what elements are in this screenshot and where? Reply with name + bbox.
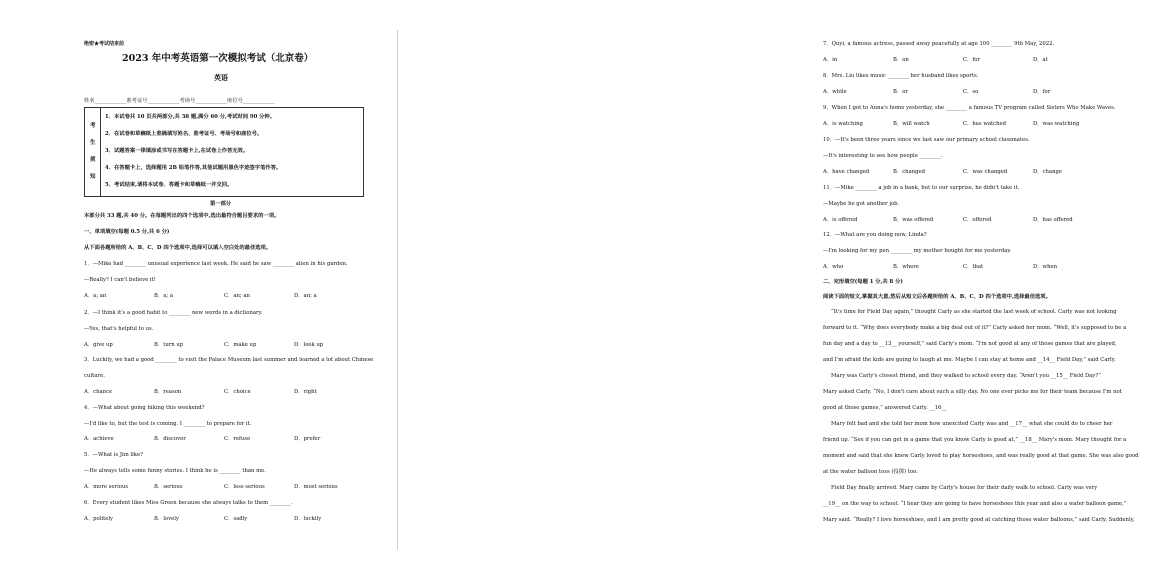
option-d[interactable]: D．right (294, 389, 317, 395)
option-c[interactable]: C．that (963, 264, 984, 270)
option-a[interactable]: A．is offered (823, 217, 858, 223)
option-b[interactable]: B．serious (154, 484, 183, 490)
option-a[interactable]: A．more serious (84, 484, 129, 490)
option-c[interactable]: C．was changed (963, 169, 1008, 175)
question-3: 3．Luckily, we had a good ________ to visit the Palace Museum last summer and learned a lot about Chinese (84, 357, 374, 363)
option-a[interactable]: A．give up (84, 342, 113, 348)
option-a[interactable]: A．politely (84, 516, 114, 522)
option-a[interactable]: A．a; an (84, 293, 107, 299)
option-d[interactable]: D．has offered (1033, 217, 1073, 223)
notice-head-char: 知 (90, 174, 96, 180)
candidate-notice-box (84, 107, 364, 197)
question-4-line-2: —I'd like to, but the test is coming. I ________ to prepare for it. (84, 421, 252, 427)
option-d[interactable]: D．change (1033, 169, 1063, 175)
question-5-line-2: —He always tells some funny stories. I think he is ________ than me. (84, 468, 266, 474)
option-d[interactable]: D．at (1033, 57, 1048, 63)
passage-line: Mary asked Carly. “No, I don't care about such a silly day. No one ever picks me for their team because I'm not (823, 389, 1122, 395)
option-c[interactable]: C．so (963, 89, 979, 95)
question-6: 6．Every student likes Miss Green because she always talks to them ________. (84, 500, 293, 506)
question-8: 8．Mrs. Liu likes music ________ her husband likes sports. (823, 73, 979, 79)
section-two-heading: 二、完形填空(每题 1 分,共 8 分) (823, 279, 903, 285)
option-d[interactable]: D．for (1033, 89, 1051, 95)
notice-item: 3．试题答案一律填涂或书写在答题卡上,在试卷上作答无效。 (105, 148, 249, 154)
section-two-instructions: 阅读下面的短文,掌握其大意,然后从短文后各题所给的 A、B、C、D 四个选项中,选择最佳选项。 (823, 294, 1051, 300)
section-one-heading: 一、单项填空(每题 0.5 分,共 6 分) (84, 229, 170, 235)
option-c[interactable]: C．offered (963, 217, 992, 223)
option-d[interactable]: D．most serious (294, 484, 338, 490)
option-d[interactable]: D．was watching (1033, 121, 1080, 127)
passage-line: at the water balloon toss (投掷) too. (823, 469, 918, 475)
option-d[interactable]: D．luckily (294, 516, 322, 522)
option-a[interactable]: A．have changed (823, 169, 870, 175)
option-c[interactable]: C．refuse (224, 436, 251, 442)
question-2-line-2: —Yes, that's helpful to us. (84, 326, 154, 332)
option-b[interactable]: B．turn up (154, 342, 184, 348)
passage-line: Mary felt bad and she told her mom how unexcited Carly was and __17__ what she could do to cheer her (831, 421, 1113, 427)
question-12: 12．—What are you doing now, Linda? (823, 232, 927, 238)
option-a[interactable]: A．while (823, 89, 847, 95)
passage-line: and I'm afraid the kids are going to laugh at me. Maybe I can stay at home and __14__ Field Day,” said Carly. (823, 357, 1116, 363)
notice-item: 5．考试结束,请将本试卷、答题卡和草稿纸一并交回。 (105, 182, 233, 188)
question-10: 10．—It's been three years since we last saw our primary school classmates. (823, 137, 1030, 143)
option-b[interactable]: B．where (893, 264, 919, 270)
left-page (0, 0, 397, 562)
option-b[interactable]: B．changed (893, 169, 926, 175)
question-11: 11．—Mike ________ a job in a bank, but to our surprise, he didn't take it. (823, 185, 1020, 191)
notice-item: 1．本试卷共 10 页共两部分,共 38 题,满分 60 分,考试时间 90 分钟。 (105, 114, 275, 120)
option-b[interactable]: B．reason (154, 389, 182, 395)
passage-line: forward to it. “Why does everybody make a big deal out of it?” Carly asked her mom. “Well, it's supposed to be a (823, 325, 1127, 331)
option-d[interactable]: D．when (1033, 264, 1058, 270)
question-9: 9．When I got to Anna's home yesterday, she ________ a famous TV program called Sisters Who Make Waves. (823, 105, 1116, 111)
notice-header (85, 108, 101, 196)
notice-item: 4．在答题卡上，选择题用 2B 铅笔作答,其他试题用黑色字迹签字笔作答。 (105, 165, 282, 171)
subject-title: 英语 (214, 73, 228, 82)
notice-head-char: 考 (90, 123, 96, 129)
question-12-line-2: —I'm looking for my pen ________ my mother bought for me yesterday. (823, 248, 1012, 254)
question-10-line-2: —It's interesting to see how people ________. (823, 153, 943, 159)
passage-line: Mary was Carly's closest friend, and they walked to school every day. “Aren't you __15__ Field Day?” (831, 373, 1101, 379)
question-11-line-2: —Maybe he got another job. (823, 201, 900, 207)
passage-line: __19__ on the way to school. “I hear they are going to have horseshoes this year and also a water balloon game,” (823, 501, 1127, 507)
notice-head-char: 生 (90, 140, 96, 146)
option-c[interactable]: C．has watched (963, 121, 1007, 127)
question-2: 2．—I think it's a good habit to ________ new words in a dictionary. (84, 310, 263, 316)
passage-line: friend up. “See if you can get in a game that you know Carly is good at,” __18__ Mary's mom. Mary thought for a (823, 437, 1127, 443)
passage-line: Field Day finally arrived. Mary came by Carly's house for their daily walk to school. Carly was very (831, 485, 1098, 491)
option-b[interactable]: B．was offered (893, 217, 934, 223)
option-b[interactable]: B．lovely (154, 516, 179, 522)
question-1-line-2: —Really? I can't believe it! (84, 277, 156, 283)
question-1: 1．—Mike had ________ unusual experience last week. He said he saw ________ alien in his garden. (84, 261, 348, 267)
option-b[interactable]: B．on (893, 57, 909, 63)
notice-item: 2．在试卷和草稿纸上准确填写姓名、准考证号、考场号和座位号。 (105, 131, 263, 137)
question-3-line-2: culture. (84, 373, 105, 379)
question-7: 7．Quyi, a famous actress, passed away peacefully at age 100 ________ 9th May, 2022. (823, 41, 1055, 47)
option-d[interactable]: D．prefer (294, 436, 321, 442)
option-c[interactable]: C．make up (224, 342, 257, 348)
option-b[interactable]: B．will watch (893, 121, 930, 127)
option-c[interactable]: C．an; an (224, 293, 250, 299)
option-a[interactable]: A．chance (84, 389, 113, 395)
option-a[interactable]: A．in (823, 57, 838, 63)
option-d[interactable]: D．an; a (294, 293, 317, 299)
option-c[interactable]: C．choice (224, 389, 251, 395)
passage-line: Mary said. “Really? I love horseshoes, and I am pretty good at catching those water balloons,” said Carly. Suddenly, (823, 517, 1135, 523)
question-4: 4．—What about going hiking this weekend? (84, 405, 205, 411)
part-one-heading: 第一部分 (210, 201, 232, 207)
option-c[interactable]: C．less serious (224, 484, 265, 490)
exam-title: 2023 年中考英语第一次模拟考试（北京卷） (122, 53, 314, 64)
option-a[interactable]: A．achieve (84, 436, 114, 442)
question-5: 5．—What is Jim like? (84, 452, 143, 458)
option-a[interactable]: A．is watching (823, 121, 863, 127)
option-b[interactable]: B．a; a (154, 293, 173, 299)
passage-line: fun day and a day to __13__ yourself,” said Carly's mom. “I'm not good at any of those games that are played, (823, 341, 1117, 347)
option-b[interactable]: B．discover (154, 436, 186, 442)
option-b[interactable]: B．or (893, 89, 908, 95)
part-one-description: 本部分共 33 题,共 40 分。在每题列出的四个选项中,选出最符合题目要求的一项。 (84, 213, 280, 219)
option-d[interactable]: D．look up (294, 342, 324, 348)
section-one-instructions: 从下面各题所给的 A、B、C、D 四个选项中,选择可以填入空白处的最佳选项。 (84, 245, 272, 251)
notice-head-char: 须 (90, 157, 96, 163)
confidential-mark: 绝密★考试结束前 (84, 41, 125, 47)
option-c[interactable]: C．sadly (224, 516, 248, 522)
right-page (397, 0, 1139, 562)
option-c[interactable]: C．for (963, 57, 981, 63)
candidate-info-line: 姓名____________准考证号____________考场号____________座位号____________ (84, 98, 275, 104)
passage-line: moment and said that she knew Carly loved to play horseshoes, and was really good at that game. She was also good (823, 453, 1139, 459)
passage-line: “It's time for Field Day again,” thought Carly as she started the last week of school. Carly was not looking (831, 309, 1117, 315)
option-a[interactable]: A．who (823, 264, 844, 270)
passage-line: good at those games,” answered Carly. __16__ (823, 405, 947, 411)
